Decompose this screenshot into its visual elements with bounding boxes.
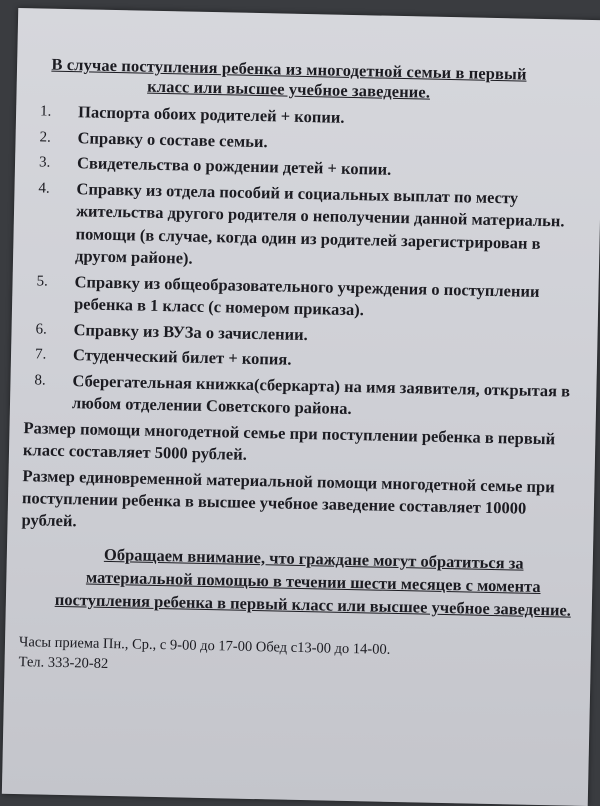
- item-number: 8.: [34, 371, 46, 389]
- item-text: Справку из отдела пособий и социальных выплат по месту жительства другого родителя о неполучении данной материальн. помощи (в случае, когда один из родителей зарегистрирован в другом районе).: [74, 178, 565, 268]
- paper-sheet: [2, 8, 600, 806]
- list-item: [27, 177, 589, 279]
- reception-hours: Часы приема Пн., Ср., с 9-00 до 17-00 Обед с13-00 до 14-00.: [18, 633, 391, 658]
- item-text: Свидетельства о рождении детей + копии.: [76, 153, 392, 179]
- item-number: 5.: [36, 272, 48, 290]
- list-item: [26, 270, 587, 327]
- list-item: [24, 369, 585, 426]
- item-text: Сберегательная книжка(сберкарта) на имя заявителя, открытая в любом отделении Советского района.: [71, 370, 571, 419]
- item-text: Паспорта обоих родителей + копии.: [77, 102, 345, 127]
- required-documents-list: [24, 100, 590, 425]
- item-number: 4.: [38, 179, 50, 197]
- notice-heading: В случае поступления ребенка из многодетной семьи в первый класс или высшее учебное заведение.: [51, 54, 527, 102]
- item-number: 3.: [38, 154, 51, 171]
- item-text: Справку из общеобразовательного учреждения о поступлении ребенка в 1 класс (с номером приказа).: [73, 271, 540, 320]
- item-number: 7.: [34, 346, 47, 363]
- item-number: 1.: [39, 103, 52, 120]
- phone-number: Тел. 333-20-82: [18, 653, 109, 672]
- reception-footer: [18, 632, 579, 684]
- item-text: Справку из ВУЗа о зачислении.: [73, 319, 309, 344]
- item-number: 6.: [35, 320, 47, 338]
- item-text: Студенческий билет + копия.: [72, 345, 292, 369]
- item-number: 2.: [39, 128, 52, 146]
- item-text: Справку о составе семьи.: [77, 127, 268, 151]
- attention-notice: Обращаем внимание, что граждане могут обратиться за материальной помощью в течении шести месяцев с момента поступления ребенка в первый класс или высшее учебное заведение.: [54, 544, 572, 620]
- notice-content: [18, 54, 591, 683]
- university-amount-paragraph: Размер единовременной материальной помощи многодетной семье при поступлении ребенка в высшее учебное заведение составляет 10000 рублей.: [21, 465, 555, 530]
- first-class-amount-paragraph: Размер помощи многодетной семье при поступлении ребенка в первый класс составляет 5000 рублей.: [22, 417, 556, 464]
